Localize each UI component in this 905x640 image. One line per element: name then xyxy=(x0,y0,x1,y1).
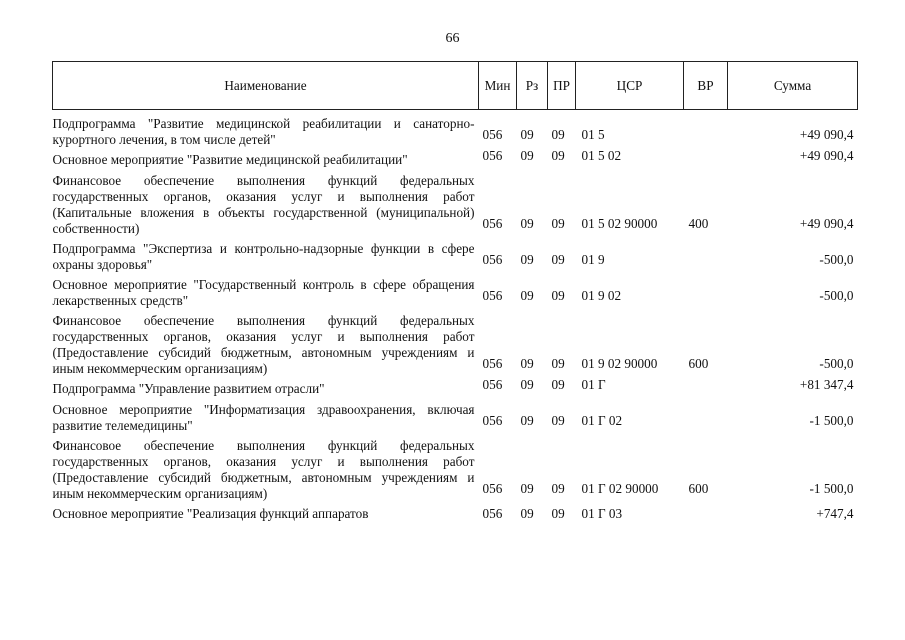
cell-csr: 01 Г 02 xyxy=(581,413,623,428)
cell-csr: 01 Г 02 90000 xyxy=(581,481,659,496)
cell-name: Подпрограмма "Развитие медицинской реабилитации и санаторно-курортного лечения, в том числе детей" xyxy=(52,116,475,147)
table-row xyxy=(53,398,858,434)
cell-vr: 400 xyxy=(688,216,709,231)
table-row xyxy=(53,309,858,377)
cell-name: Финансовое обеспечение выполнения функций федеральных государственных органов, оказания услуг и выполнения работ (Капитальные вложения в объекты государственной (муниципальной) собственности) xyxy=(52,173,475,236)
table-row xyxy=(53,110,858,149)
cell-min: 056 xyxy=(482,148,503,163)
header-rz: Рз xyxy=(517,62,548,110)
cell-min: 056 xyxy=(482,288,503,303)
cell-rz: 09 xyxy=(520,288,534,303)
cell-csr: 01 9 xyxy=(581,252,605,267)
header-name: Наименование xyxy=(53,62,479,110)
cell-sum: -1 500,0 xyxy=(809,481,854,496)
cell-vr: 600 xyxy=(688,356,709,371)
cell-name: Основное мероприятие "Реализация функций аппаратов xyxy=(52,506,369,521)
cell-name: Финансовое обеспечение выполнения функций федеральных государственных органов, оказания услуг и выполнения работ (Предоставление субсидий бюджетным, автономным учреждениям и иным некоммерческим организациям) xyxy=(52,438,475,501)
cell-csr: 01 Г 03 xyxy=(581,506,623,521)
cell-min: 056 xyxy=(482,216,503,231)
cell-vr xyxy=(684,273,728,309)
cell-sum: -500,0 xyxy=(819,356,854,371)
budget-table xyxy=(52,61,858,522)
table-row xyxy=(53,169,858,237)
cell-rz: 09 xyxy=(520,127,534,142)
cell-vr xyxy=(684,148,728,169)
header-sum: Сумма xyxy=(728,62,858,110)
cell-sum: +747,4 xyxy=(816,506,854,521)
table-row xyxy=(53,237,858,273)
table-header-row xyxy=(53,62,858,110)
cell-csr: 01 5 02 90000 xyxy=(581,216,658,231)
header-min: Мин xyxy=(479,62,517,110)
cell-rz: 09 xyxy=(520,413,534,428)
cell-sum: -500,0 xyxy=(819,288,854,303)
cell-vr xyxy=(684,502,728,522)
cell-rz: 09 xyxy=(520,377,534,392)
cell-pr: 09 xyxy=(551,413,565,428)
cell-sum: -500,0 xyxy=(819,252,854,267)
cell-min: 056 xyxy=(482,377,503,392)
cell-min: 056 xyxy=(482,252,503,267)
cell-pr: 09 xyxy=(551,127,565,142)
header-pr: ПР xyxy=(548,62,576,110)
cell-name: Основное мероприятие "Развитие медицинской реабилитации" xyxy=(52,152,408,167)
cell-sum: -1 500,0 xyxy=(809,413,854,428)
cell-csr: 01 Г xyxy=(581,377,606,392)
cell-min: 056 xyxy=(482,356,503,371)
table-row xyxy=(53,273,858,309)
cell-pr: 09 xyxy=(551,148,565,163)
table-row xyxy=(53,148,858,169)
table-row xyxy=(53,434,858,502)
cell-vr xyxy=(684,377,728,398)
cell-name: Финансовое обеспечение выполнения функций федеральных государственных органов, оказания услуг и выполнения работ (Предоставление субсидий бюджетным, автономным учреждениям и иным некоммерческим организациям) xyxy=(52,313,475,376)
cell-rz: 09 xyxy=(520,481,534,496)
header-vr: ВР xyxy=(684,62,728,110)
cell-pr: 09 xyxy=(551,288,565,303)
cell-pr: 09 xyxy=(551,506,565,521)
cell-name: Подпрограмма "Управление развитием отрасли" xyxy=(52,381,325,396)
cell-rz: 09 xyxy=(520,356,534,371)
cell-pr: 09 xyxy=(551,252,565,267)
cell-vr: 600 xyxy=(688,481,709,496)
cell-vr xyxy=(684,398,728,434)
cell-name: Основное мероприятие "Информатизация здравоохранения, включая развитие телемедицины" xyxy=(52,402,475,433)
cell-sum: +49 090,4 xyxy=(799,216,854,231)
cell-rz: 09 xyxy=(520,216,534,231)
table-body xyxy=(53,110,858,523)
cell-min: 056 xyxy=(482,127,503,142)
page-number: 66 xyxy=(445,31,460,46)
cell-rz: 09 xyxy=(520,148,534,163)
cell-rz: 09 xyxy=(520,252,534,267)
cell-sum: +49 090,4 xyxy=(799,148,854,163)
cell-name: Подпрограмма "Экспертиза и контрольно-надзорные функции в сфере охраны здоровья" xyxy=(52,241,475,272)
cell-csr: 01 9 02 xyxy=(581,288,622,303)
cell-csr: 01 5 xyxy=(581,127,605,142)
cell-csr: 01 5 02 xyxy=(581,148,622,163)
header-csr: ЦСР xyxy=(576,62,684,110)
cell-csr: 01 9 02 90000 xyxy=(581,356,658,371)
cell-min: 056 xyxy=(482,506,503,521)
cell-pr: 09 xyxy=(551,481,565,496)
cell-name: Основное мероприятие "Государственный контроль в сфере обращения лекарственных средств" xyxy=(52,277,475,308)
cell-sum: +49 090,4 xyxy=(799,127,854,142)
cell-pr: 09 xyxy=(551,216,565,231)
cell-min: 056 xyxy=(482,413,503,428)
cell-vr xyxy=(684,237,728,273)
cell-rz: 09 xyxy=(520,506,534,521)
cell-pr: 09 xyxy=(551,356,565,371)
cell-sum: +81 347,4 xyxy=(799,377,854,392)
table-row xyxy=(53,502,858,522)
table-row xyxy=(53,377,858,398)
cell-vr xyxy=(684,110,728,149)
cell-pr: 09 xyxy=(551,377,565,392)
cell-min: 056 xyxy=(482,481,503,496)
